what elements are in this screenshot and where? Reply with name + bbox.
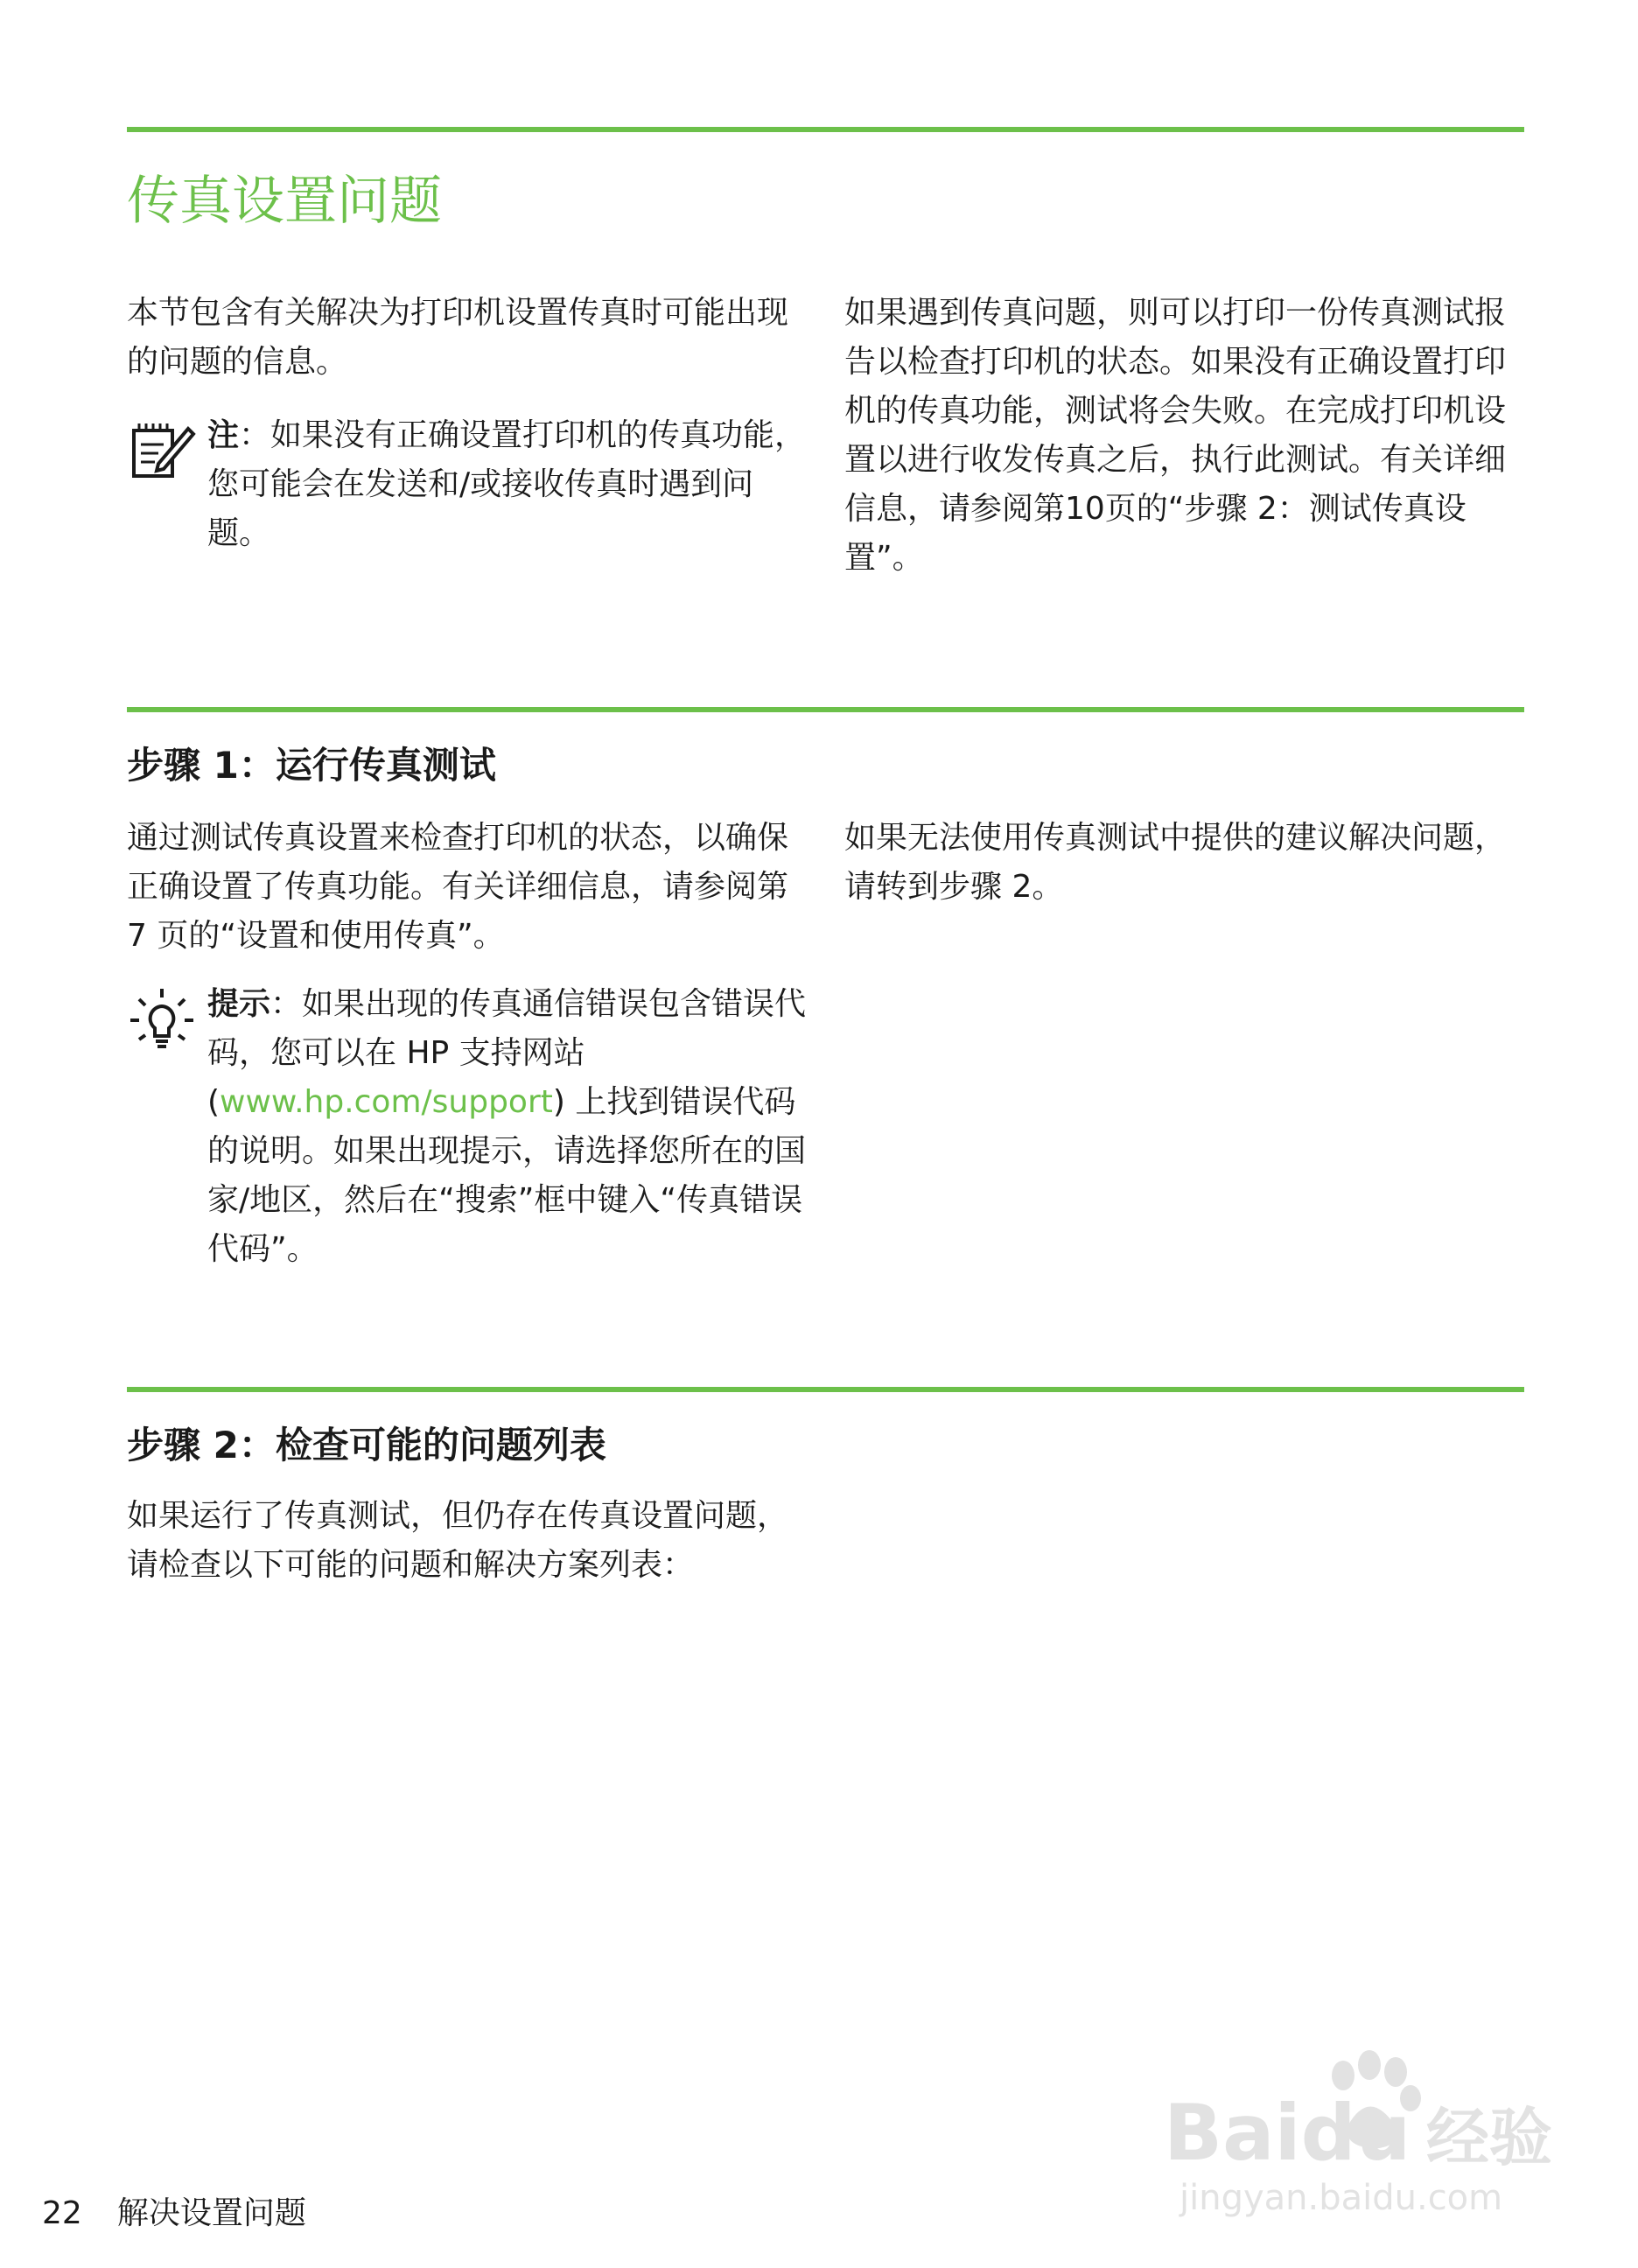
footer	[42, 2192, 306, 2236]
step1-divider	[127, 707, 1524, 712]
top-divider	[127, 127, 1524, 132]
note-label: 注	[207, 417, 240, 453]
lightbulb-icon	[127, 984, 197, 1054]
tip-label: 提示	[207, 986, 271, 1022]
tip-block	[127, 980, 809, 1274]
note-pencil-icon	[127, 415, 197, 485]
step2-divider	[127, 1387, 1524, 1392]
watermark-baidu-text: Baidu	[1164, 2088, 1411, 2178]
page-number: 22	[42, 2195, 82, 2231]
page-title: 传真设置问题	[127, 171, 442, 232]
baidu-jingyan-watermark	[1164, 2030, 1566, 2222]
tip-body-before: 如果出现的传真通信错误包含错误代码，您可以在 HP 支持网站 (	[207, 986, 807, 1120]
note-block	[127, 411, 809, 558]
intro-left-text: 本节包含有关解决为打印机设置传真时可能出现的问题的信息。	[127, 295, 789, 380]
note-separator: ：	[239, 417, 271, 453]
watermark-jingyan-text: 经验	[1426, 2101, 1553, 2174]
watermark-url-text: jingyan.baidu.com	[1180, 2178, 1503, 2218]
step2-left-text: 如果运行了传真测试，但仍存在传真设置问题，请检查以下可能的问题和解决方案列表：	[127, 1498, 789, 1583]
tip-separator: ：	[270, 986, 303, 1022]
intro-right-text: 如果遇到传真问题，则可以打印一份传真测试报告以检查打印机的状态。如果没有正确设置打印机的传真功能，测试将会失败。在完成打印机设置以进行收发传真之后，执行此测试。有关详细信息，请参阅第10页的“步骤 2：测试传真设置”。	[844, 295, 1507, 576]
step1-right-text: 如果无法使用传真测试中提供的建议解决问题，请转到步骤 2。	[844, 820, 1507, 905]
hp-support-link[interactable]: www.hp.com/support	[220, 1084, 553, 1120]
step1-left-text: 通过测试传真设置来检查打印机的状态，以确保正确设置了传真功能。有关详细信息，请参阅第 7 页的“设置和使用传真”。	[127, 820, 789, 954]
tip-text	[207, 980, 811, 1274]
step2-heading: 步骤 2：检查可能的问题列表	[127, 1424, 606, 1466]
step1-heading: 步骤 1：运行传真测试	[127, 744, 496, 787]
note-body: 如果没有正确设置打印机的传真功能，您可能会在发送和/或接收传真时遇到问题。	[207, 417, 807, 551]
note-text	[207, 411, 811, 558]
footer-section: 解决设置问题	[116, 2195, 306, 2231]
tip-body-after: ) 上找到错误代码的说明。如果出现提示，请选择您所在的国家/地区，然后在“搜索”框中键入“传真错误代码”。	[207, 1084, 807, 1267]
